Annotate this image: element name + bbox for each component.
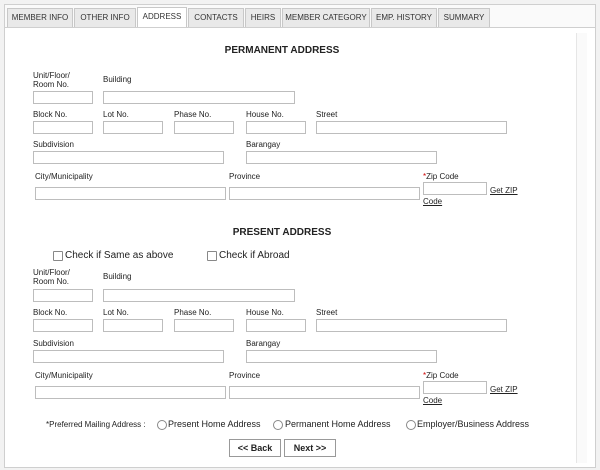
mailing-employer-label: Employer/Business Address [417,419,530,429]
pres-phase-label: Phase No. [174,308,212,317]
required-asterisk: * [423,371,427,380]
tab-contacts[interactable]: CONTACTS [188,8,244,27]
mailing-employer-radio[interactable] [406,420,416,430]
pres-subdivision-label: Subdivision [33,339,74,348]
abroad-checkbox[interactable] [207,251,217,261]
perm-zip-label [423,172,459,181]
perm-unit-label-line2: Room No. [33,80,70,89]
mailing-address-label [46,420,146,429]
pres-province-input[interactable] [229,386,420,399]
perm-phase-input[interactable] [174,121,234,134]
pres-lot-input[interactable] [103,319,163,332]
perm-subdivision-input[interactable] [33,151,224,164]
permanent-address-title: PERMANENT ADDRESS [224,45,340,56]
perm-building-label: Building [103,75,132,84]
tab-summary[interactable]: SUMMARY [438,8,490,27]
tab-member-info[interactable]: MEMBER INFO [7,8,73,27]
perm-house-label: House No. [246,110,284,119]
perm-city-input[interactable] [35,187,226,200]
perm-barangay-label: Barangay [246,140,281,149]
tab-bar [5,5,595,28]
perm-phase-label: Phase No. [174,110,212,119]
mailing-permanent-radio[interactable] [273,420,283,430]
perm-block-label: Block No. [33,110,68,119]
abroad-label: Check if Abroad [219,250,290,261]
perm-province-label: Province [229,172,261,181]
pres-city-input[interactable] [35,386,226,399]
pres-unit-label-line1: Unit/Floor/ [33,268,70,277]
perm-zip-label-text: Zip Code [426,172,459,181]
address-form-panel [4,4,596,468]
pres-get-zip-link[interactable]: Get ZIP [490,385,518,394]
perm-get-zip-link-code[interactable]: Code [423,197,443,206]
pres-house-label: House No. [246,308,284,317]
pres-subdivision-input[interactable] [33,350,224,363]
back-button[interactable]: << Back [229,439,281,457]
mailing-address-label-text: *Preferred Mailing Address : [46,420,146,429]
tab-emp-history[interactable]: EMP. HISTORY [371,8,437,27]
pres-phase-input[interactable] [174,319,234,332]
mailing-present-radio[interactable] [157,420,167,430]
tab-address[interactable]: ADDRESS [137,7,187,27]
perm-lot-label: Lot No. [103,110,129,119]
perm-house-input[interactable] [246,121,306,134]
tab-other-info[interactable]: OTHER INFO [74,8,136,27]
pres-zip-input[interactable] [423,381,487,394]
pres-house-input[interactable] [246,319,306,332]
present-address-title: PRESENT ADDRESS [232,227,332,238]
pres-unit-label-line2: Room No. [33,277,70,286]
perm-get-zip-link[interactable]: Get ZIP [490,186,518,195]
perm-unit-label-line1: Unit/Floor/ [33,71,70,80]
pres-barangay-label: Barangay [246,339,281,348]
pres-barangay-input[interactable] [246,350,437,363]
perm-zip-input[interactable] [423,182,487,195]
pres-city-label: City/Municipality [35,371,93,380]
pres-zip-label [423,371,459,380]
mailing-present-label: Present Home Address [168,419,261,429]
perm-block-input[interactable] [33,121,93,134]
perm-building-input[interactable] [103,91,295,104]
pres-building-label: Building [103,272,132,281]
perm-subdivision-label: Subdivision [33,140,74,149]
pres-unit-input[interactable] [33,289,93,302]
mailing-permanent-label: Permanent Home Address [285,419,391,429]
pres-get-zip-link-code[interactable]: Code [423,396,443,405]
pres-province-label: Province [229,371,261,380]
pres-lot-label: Lot No. [103,308,129,317]
perm-city-label: City/Municipality [35,172,93,181]
pres-zip-label-text: Zip Code [426,371,459,380]
same-as-above-checkbox[interactable] [53,251,63,261]
perm-barangay-input[interactable] [246,151,437,164]
pres-building-input[interactable] [103,289,295,302]
scrollbar[interactable] [576,33,587,463]
pres-street-label: Street [316,308,338,317]
same-as-above-label: Check if Same as above [65,250,174,261]
perm-street-label: Street [316,110,338,119]
perm-unit-input[interactable] [33,91,93,104]
next-button[interactable]: Next >> [284,439,336,457]
pres-block-label: Block No. [33,308,68,317]
perm-lot-input[interactable] [103,121,163,134]
tab-member-category[interactable]: MEMBER CATEGORY [282,8,370,27]
required-asterisk: * [423,172,427,181]
pres-block-input[interactable] [33,319,93,332]
pres-street-input[interactable] [316,319,507,332]
perm-province-input[interactable] [229,187,420,200]
perm-street-input[interactable] [316,121,507,134]
tab-heirs[interactable]: HEIRS [245,8,281,27]
